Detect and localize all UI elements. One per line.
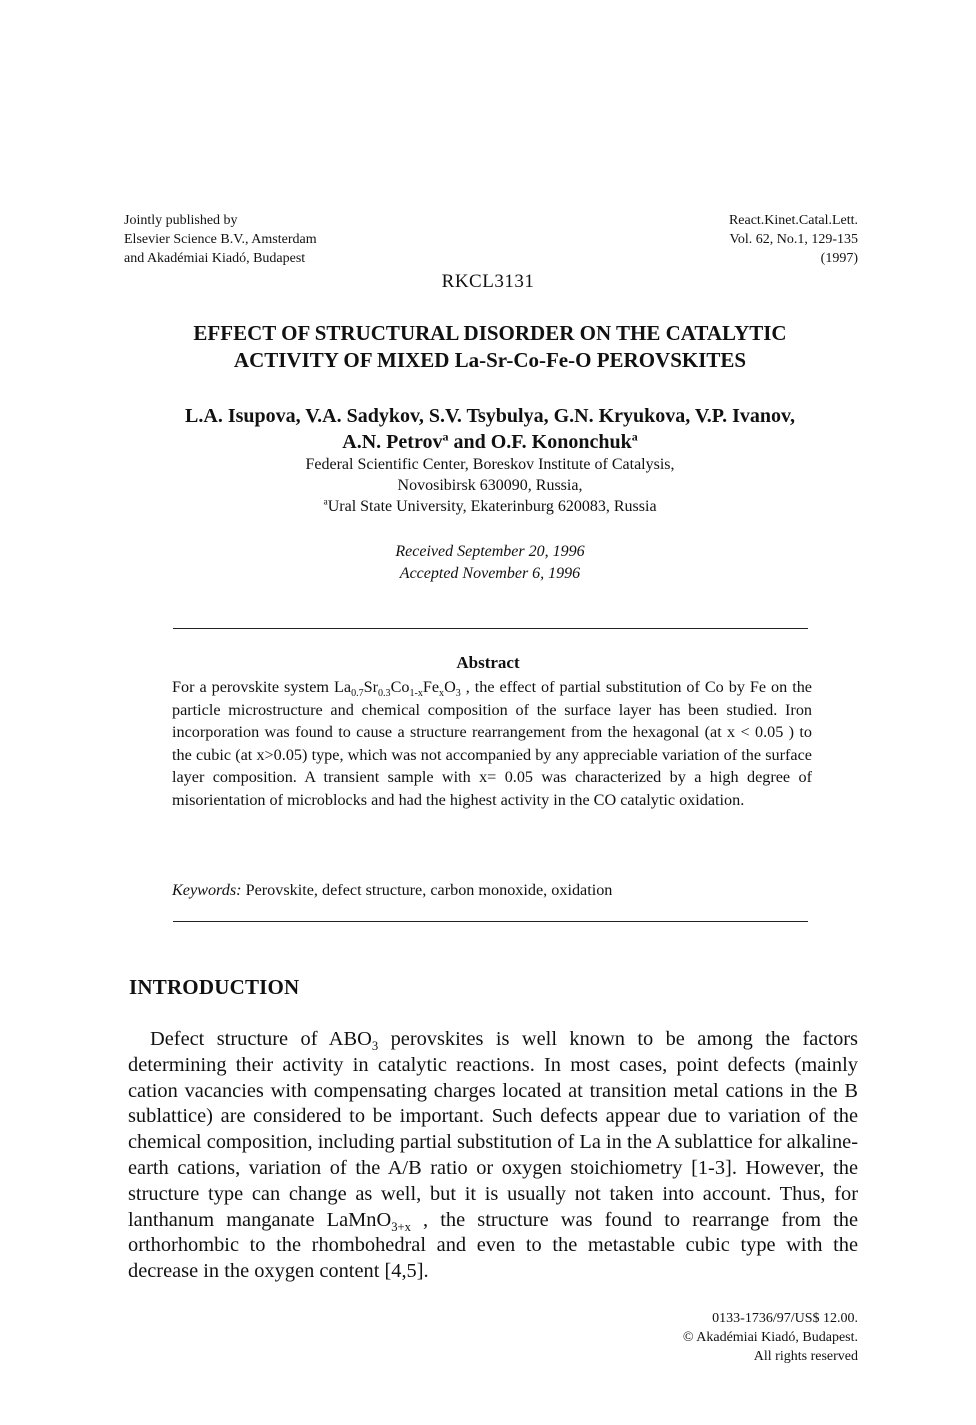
affiliation-mark: a — [631, 429, 638, 444]
footer-copyright: © Akadémiai Kiadó, Budapest. — [682, 1330, 858, 1345]
publisher-line: Elsevier Science B.V., Amsterdam — [124, 232, 317, 247]
paper-title — [100, 320, 880, 374]
formula: $La_{0.7}Sr_{0.3}Co_{1-x}Fe_xO_3$ — [334, 678, 461, 700]
authors-line-2 — [80, 429, 900, 455]
copyright-footer — [558, 1309, 858, 1366]
author-petrov: A.N. Petrov — [342, 431, 443, 453]
keywords — [172, 879, 812, 901]
journal-citation — [558, 211, 858, 268]
affiliation-line-3: $^a$Ural State University, Ekaterinburg 620083, Russia — [323, 496, 657, 515]
affiliation-line-1: Federal Scientific Center, Boreskov Institute of Catalysis, — [305, 456, 675, 473]
journal-line: React.Kinet.Catal.Lett. — [728, 213, 858, 228]
keywords-label: Keywords: — [172, 881, 242, 899]
affiliations — [100, 454, 880, 517]
journal-line: (1997) — [820, 251, 858, 266]
introduction-body — [128, 1027, 858, 1285]
divider-top — [173, 628, 808, 629]
journal-line: Vol. 62, No.1, 129-135 — [729, 232, 858, 247]
accepted-date: Accepted November 6, 1996 — [399, 565, 581, 582]
paragraph: Defect structure of $ABO_3$ perovskites is well known to be among the factors determining their activity in catalytic reactions. In most cases, point defects (mainly cation vacancies with compensating charges located at transition metal cations in the B sublattice) are considered to be important. Such defects appear due to variation of the chemical composition, including partial substitution of La in the A sublattice for alkaline-earth cations, variation of the A/B ratio or oxygen stoichiometry [1-3]. However, the structure type can change as well, but it is usually not taken into account. Thus, for lanthanum manganate LaMnO$_{3+x}$ , the structure was found to rearrange from the orthorhombic to the rhombohedral and even to the metastable cubic type with the decrease in the oxygen content [4,5]. — [128, 1028, 858, 1283]
introduction-heading: INTRODUCTION — [129, 975, 300, 999]
keywords-text: Perovskite, defect structure, carbon monoxide, oxidation — [241, 881, 613, 899]
authors-line-1: L.A. Isupova, V.A. Sadykov, S.V. Tsybulya, G.N. Kryukova, V.P. Ivanov, — [185, 405, 795, 427]
article-dates — [100, 541, 880, 585]
author-kononchuk: and O.F. Kononchuk — [448, 431, 632, 453]
title-line-1: EFFECT OF STRUCTURAL DISORDER ON THE CATALYTIC — [193, 321, 787, 345]
abstract-heading: Abstract — [456, 653, 520, 672]
footer-issn: 0133-1736/97/US$ 12.00. — [712, 1311, 858, 1326]
author-list — [80, 403, 900, 455]
publisher-line: Jointly published by — [124, 213, 238, 228]
affiliation-mark: a — [442, 429, 449, 444]
received-date: Received September 20, 1996 — [395, 543, 585, 560]
abstract-text: For a perovskite system $La_{0.7}Sr_{0.3}Co_{1-x}Fe_xO_3$ , the effect of partial substitution of Co by Fe on the particle microstructure and chemical composition of the surface layer has been studied. Iron incorporation was found to cause a structure rearrangement from the hexagonal (at x < 0.05 ) to the cubic (at x>0.05) type, which was not accompanied by any appreciable variation of the surface layer composition. A transient sample with x= 0.05 was characterized by a high degree of misorientation of microblocks and had the highest activity in the CO catalytic oxidation. — [172, 678, 812, 809]
footer-rights: All rights reserved — [753, 1349, 858, 1364]
publisher-line: and Akadémiai Kiadó, Budapest — [124, 251, 306, 266]
publisher-info — [124, 211, 464, 268]
article-code: RKCL3131 — [441, 271, 535, 292]
affiliation-line-2: Novosibirsk 630090, Russia, — [397, 477, 583, 494]
title-line-2: ACTIVITY OF MIXED La-Sr-Co-Fe-O PEROVSKITES — [233, 348, 747, 372]
affiliation-mark: a — [323, 496, 328, 508]
divider-bottom — [173, 921, 808, 922]
